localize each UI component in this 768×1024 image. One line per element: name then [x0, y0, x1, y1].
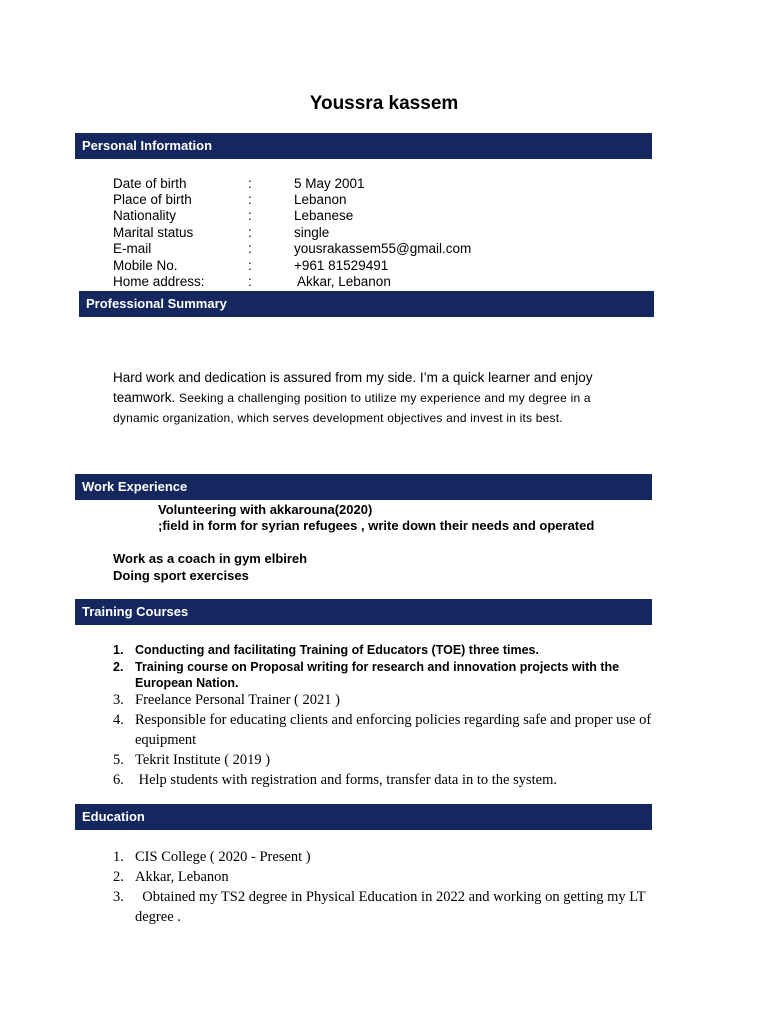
list-number: 6. [113, 772, 124, 788]
list-item [113, 710, 658, 750]
section-header-personal: Personal Information [75, 133, 652, 159]
info-label: Home address: [113, 274, 205, 289]
list-text: Akkar, Lebanon [135, 869, 229, 885]
info-separator: : [248, 208, 252, 223]
work-line-volunteering: Volunteering with akkarouna(2020) [158, 502, 373, 517]
list-text: CIS College ( 2020 - Present ) [135, 849, 311, 865]
section-header-education: Education [75, 804, 652, 830]
list-item [113, 867, 658, 887]
info-separator: : [248, 176, 252, 191]
list-text: Freelance Personal Trainer ( 2021 ) [135, 692, 340, 708]
work-line-exercises: Doing sport exercises [113, 568, 249, 583]
info-value: yousrakassem55@gmail.com [294, 241, 472, 256]
section-header-training: Training Courses [75, 599, 652, 625]
info-label: Place of birth [113, 192, 192, 207]
work-line-coach: Work as a coach in gym elbireh [113, 551, 308, 566]
list-item [113, 887, 658, 927]
info-separator: : [248, 241, 252, 256]
summary-part-1: Hard work and dedication is assured from my side. I’m a quick learner and enjoy teamwork. [113, 370, 593, 405]
list-text: Obtained my TS2 degree in Physical Education in 2022 and working on getting my LT degree . [135, 889, 650, 925]
info-separator: : [248, 192, 252, 207]
info-value: Lebanon [294, 192, 347, 207]
education-list [113, 847, 658, 927]
list-text: Conducting and facilitating Training of Educators (TOE) three times. [135, 643, 539, 657]
list-text: Help students with registration and forms, transfer data in to the system. [135, 772, 558, 788]
work-line-description: ;field in form for syrian refugees , write down their needs and operated [158, 518, 595, 533]
info-value: +961 81529491 [294, 258, 389, 273]
info-label: Marital status [113, 225, 194, 240]
list-number: 2. [113, 660, 124, 674]
list-number: 1. [113, 643, 124, 657]
list-number: 1. [113, 849, 124, 865]
list-item [113, 659, 658, 691]
list-text: Training course on Proposal writing for research and innovation projects with the European Nation. [135, 660, 620, 690]
info-value: Lebanese [294, 208, 354, 223]
list-item [113, 750, 658, 770]
info-separator: : [248, 225, 252, 240]
list-number: 4. [113, 712, 124, 728]
list-number: 5. [113, 752, 124, 768]
section-header-work: Work Experience [75, 474, 652, 500]
info-separator: : [248, 258, 252, 273]
list-item [113, 690, 658, 710]
info-value: single [294, 225, 330, 240]
professional-summary [113, 368, 623, 428]
info-value: 5 May 2001 [294, 176, 365, 191]
list-text: Tekrit Institute ( 2019 ) [135, 752, 271, 768]
list-text: Responsible for educating clients and enforcing policies regarding safe and proper use of equipment [135, 712, 652, 748]
info-value: Akkar, Lebanon [294, 274, 391, 289]
info-label: Nationality [113, 208, 177, 223]
training-bold-list [113, 642, 658, 691]
info-label: Mobile No. [113, 258, 178, 273]
list-number: 2. [113, 869, 124, 885]
info-label: E-mail [113, 241, 152, 256]
resume-name: Youssra kassem [309, 93, 459, 114]
summary-part-2: Seeking a challenging position to utilize my experience and my degree in a dynamic organization, which serves development objectives and invest in its best. [113, 391, 591, 425]
list-item [113, 642, 658, 658]
section-header-summary: Professional Summary [79, 291, 654, 317]
info-separator: : [248, 274, 252, 289]
list-number: 3. [113, 692, 124, 708]
list-number: 3. [113, 889, 124, 905]
list-item [113, 770, 658, 790]
list-item [113, 847, 658, 867]
training-list [113, 690, 658, 790]
info-label: Date of birth [113, 176, 187, 191]
